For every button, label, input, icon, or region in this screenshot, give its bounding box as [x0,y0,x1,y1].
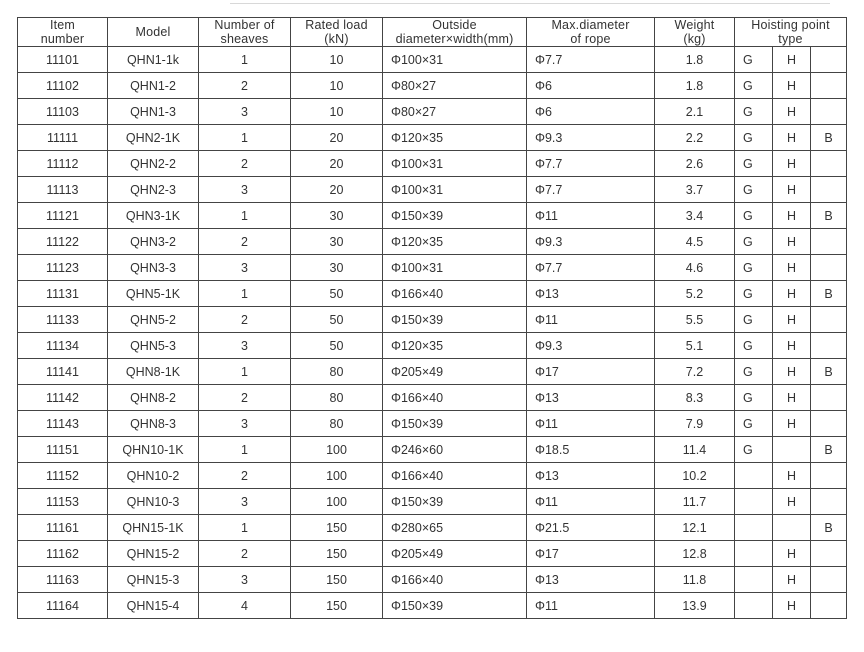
cell-hoist-b [811,463,847,489]
cell-sheaves: 1 [199,125,291,151]
header-sheaves: Number of sheaves [199,18,291,47]
cell-hoist-h: H [773,125,811,151]
cell-outside-diameter: Φ150×39 [383,489,527,515]
cell-weight: 5.5 [655,307,735,333]
cell-outside-diameter: Φ80×27 [383,73,527,99]
header-item-number: Item number [18,18,108,47]
cell-hoist-g: G [735,99,773,125]
cell-hoist-h: H [773,151,811,177]
cell-rope-diameter: Φ11 [527,489,655,515]
cell-weight: 2.2 [655,125,735,151]
cell-rated-load: 20 [291,177,383,203]
cell-hoist-b [811,229,847,255]
cell-hoist-b [811,593,847,619]
cell-outside-diameter: Φ280×65 [383,515,527,541]
cell-model: QHN10-1K [108,437,199,463]
cell-hoist-b: B [811,359,847,385]
cell-hoist-h: H [773,281,811,307]
cell-outside-diameter: Φ205×49 [383,359,527,385]
cell-rope-diameter: Φ7.7 [527,151,655,177]
cell-model: QHN3-3 [108,255,199,281]
cell-outside-diameter: Φ120×35 [383,125,527,151]
cell-model: QHN5-1K [108,281,199,307]
cell-outside-diameter: Φ166×40 [383,463,527,489]
cell-sheaves: 2 [199,385,291,411]
cell-model: QHN1-2 [108,73,199,99]
header-rope-diameter: Max.diameter of rope [527,18,655,47]
cell-item-number: 11101 [18,47,108,73]
cell-rated-load: 10 [291,73,383,99]
cell-hoist-b: B [811,125,847,151]
cell-item-number: 11134 [18,333,108,359]
cell-rope-diameter: Φ17 [527,541,655,567]
header-rated-load: Rated load (kN) [291,18,383,47]
cell-hoist-g: G [735,385,773,411]
cell-rated-load: 80 [291,359,383,385]
cell-weight: 7.9 [655,411,735,437]
cell-rated-load: 10 [291,99,383,125]
cell-rated-load: 150 [291,593,383,619]
cell-rated-load: 20 [291,151,383,177]
cell-item-number: 11121 [18,203,108,229]
cell-item-number: 11133 [18,307,108,333]
table-row [18,463,847,489]
cell-item-number: 11161 [18,515,108,541]
cell-rope-diameter: Φ11 [527,593,655,619]
cell-weight: 7.2 [655,359,735,385]
cell-hoist-h: H [773,229,811,255]
cell-rated-load: 20 [291,125,383,151]
cell-hoist-h: H [773,567,811,593]
table-row [18,593,847,619]
cell-hoist-g: G [735,203,773,229]
table-row [18,281,847,307]
table-row [18,203,847,229]
cell-hoist-b [811,333,847,359]
cell-model: QHN10-3 [108,489,199,515]
cell-hoist-g: G [735,151,773,177]
table-row [18,437,847,463]
cell-outside-diameter: Φ100×31 [383,177,527,203]
table-header [18,18,847,47]
cell-weight: 1.8 [655,73,735,99]
cell-model: QHN8-2 [108,385,199,411]
cell-sheaves: 1 [199,437,291,463]
cell-weight: 11.8 [655,567,735,593]
cell-rope-diameter: Φ17 [527,359,655,385]
table-row [18,229,847,255]
cell-rope-diameter: Φ13 [527,281,655,307]
cell-item-number: 11112 [18,151,108,177]
cell-hoist-h: H [773,385,811,411]
cell-hoist-b [811,99,847,125]
cell-weight: 11.4 [655,437,735,463]
cell-hoist-b [811,567,847,593]
cell-model: QHN10-2 [108,463,199,489]
cell-item-number: 11113 [18,177,108,203]
header-model: Model [108,18,199,47]
cell-sheaves: 4 [199,593,291,619]
cell-item-number: 11153 [18,489,108,515]
cell-hoist-b [811,47,847,73]
cell-hoist-b [811,73,847,99]
cell-hoist-h: H [773,463,811,489]
cell-rope-diameter: Φ9.3 [527,229,655,255]
table-row [18,255,847,281]
cell-hoist-h: H [773,307,811,333]
cell-hoist-b [811,411,847,437]
cell-hoist-g: G [735,255,773,281]
cell-sheaves: 3 [199,177,291,203]
cell-sheaves: 2 [199,307,291,333]
cell-rope-diameter: Φ13 [527,463,655,489]
cell-weight: 2.6 [655,151,735,177]
cell-model: QHN15-4 [108,593,199,619]
cell-weight: 5.1 [655,333,735,359]
cell-outside-diameter: Φ166×40 [383,567,527,593]
table-row [18,489,847,515]
table-row [18,125,847,151]
cell-outside-diameter: Φ150×39 [383,593,527,619]
cell-item-number: 11152 [18,463,108,489]
cell-hoist-h: H [773,203,811,229]
cell-model: QHN15-1K [108,515,199,541]
cell-rated-load: 80 [291,411,383,437]
cell-hoist-b [811,385,847,411]
cell-rope-diameter: Φ9.3 [527,125,655,151]
cell-outside-diameter: Φ205×49 [383,541,527,567]
cell-weight: 8.3 [655,385,735,411]
cell-hoist-g: G [735,333,773,359]
cell-rated-load: 30 [291,229,383,255]
cell-rated-load: 10 [291,47,383,73]
cell-hoist-h: H [773,489,811,515]
cell-rated-load: 50 [291,333,383,359]
cell-sheaves: 3 [199,333,291,359]
cell-rated-load: 50 [291,281,383,307]
cell-sheaves: 2 [199,73,291,99]
cell-rope-diameter: Φ6 [527,73,655,99]
cell-rated-load: 100 [291,489,383,515]
cell-hoist-g: G [735,47,773,73]
cell-model: QHN2-3 [108,177,199,203]
cell-weight: 12.1 [655,515,735,541]
cell-rope-diameter: Φ21.5 [527,515,655,541]
table-body [18,47,847,619]
cell-hoist-g [735,593,773,619]
cell-outside-diameter: Φ100×31 [383,255,527,281]
cell-hoist-h: H [773,593,811,619]
table-row [18,47,847,73]
cell-hoist-h [773,515,811,541]
cell-outside-diameter: Φ150×39 [383,307,527,333]
cell-hoist-b [811,307,847,333]
cell-hoist-b: B [811,437,847,463]
cell-hoist-b [811,177,847,203]
cell-weight: 4.6 [655,255,735,281]
table-row [18,567,847,593]
cell-hoist-g: G [735,359,773,385]
cell-model: QHN8-3 [108,411,199,437]
cell-model: QHN15-3 [108,567,199,593]
table-row [18,73,847,99]
cell-hoist-g: G [735,125,773,151]
cell-item-number: 11123 [18,255,108,281]
table-row [18,359,847,385]
cell-sheaves: 2 [199,541,291,567]
cell-weight: 2.1 [655,99,735,125]
cell-hoist-g: G [735,73,773,99]
cell-outside-diameter: Φ80×27 [383,99,527,125]
cell-rated-load: 100 [291,463,383,489]
cell-outside-diameter: Φ246×60 [383,437,527,463]
cell-hoist-b [811,255,847,281]
cell-outside-diameter: Φ166×40 [383,385,527,411]
cell-item-number: 11131 [18,281,108,307]
cell-hoist-h [773,437,811,463]
cell-outside-diameter: Φ150×39 [383,411,527,437]
cell-outside-diameter: Φ100×31 [383,151,527,177]
cell-rated-load: 50 [291,307,383,333]
cell-weight: 13.9 [655,593,735,619]
cell-rope-diameter: Φ13 [527,567,655,593]
table-row [18,99,847,125]
table-row [18,333,847,359]
table-row [18,307,847,333]
cell-hoist-b [811,151,847,177]
cell-item-number: 11143 [18,411,108,437]
table-row [18,177,847,203]
cell-rope-diameter: Φ13 [527,385,655,411]
cell-outside-diameter: Φ166×40 [383,281,527,307]
cell-hoist-h: H [773,333,811,359]
cell-hoist-g: G [735,177,773,203]
cell-model: QHN5-3 [108,333,199,359]
cell-hoist-g [735,489,773,515]
cell-sheaves: 1 [199,359,291,385]
cell-hoist-h: H [773,73,811,99]
cell-model: QHN2-1K [108,125,199,151]
cell-sheaves: 3 [199,411,291,437]
cell-rope-diameter: Φ11 [527,203,655,229]
cell-hoist-g: G [735,281,773,307]
cell-rated-load: 150 [291,541,383,567]
cell-sheaves: 3 [199,489,291,515]
cell-outside-diameter: Φ150×39 [383,203,527,229]
table-row [18,151,847,177]
cell-weight: 12.8 [655,541,735,567]
cell-item-number: 11103 [18,99,108,125]
cell-outside-diameter: Φ120×35 [383,333,527,359]
cell-weight: 3.7 [655,177,735,203]
cell-sheaves: 1 [199,47,291,73]
cell-hoist-g [735,515,773,541]
cell-item-number: 11122 [18,229,108,255]
cell-item-number: 11142 [18,385,108,411]
cell-rated-load: 100 [291,437,383,463]
cell-model: QHN3-1K [108,203,199,229]
cell-rope-diameter: Φ11 [527,411,655,437]
cell-model: QHN5-2 [108,307,199,333]
cell-item-number: 11102 [18,73,108,99]
cell-weight: 1.8 [655,47,735,73]
specification-table [17,17,847,619]
cell-sheaves: 1 [199,515,291,541]
cell-hoist-g: G [735,437,773,463]
cell-item-number: 11164 [18,593,108,619]
cell-hoist-h: H [773,411,811,437]
cell-model: QHN15-2 [108,541,199,567]
cell-model: QHN1-3 [108,99,199,125]
cell-rope-diameter: Φ7.7 [527,255,655,281]
cell-model: QHN1-1k [108,47,199,73]
cell-outside-diameter: Φ100×31 [383,47,527,73]
cell-hoist-b: B [811,515,847,541]
cell-hoist-g [735,541,773,567]
cell-rated-load: 80 [291,385,383,411]
cell-sheaves: 3 [199,567,291,593]
cell-model: QHN2-2 [108,151,199,177]
cell-hoist-b: B [811,281,847,307]
cell-hoist-b [811,541,847,567]
cell-rope-diameter: Φ18.5 [527,437,655,463]
cell-item-number: 11163 [18,567,108,593]
table-row [18,385,847,411]
cell-hoist-h: H [773,177,811,203]
cell-item-number: 11162 [18,541,108,567]
cell-sheaves: 3 [199,99,291,125]
cell-sheaves: 1 [199,203,291,229]
cell-rated-load: 150 [291,567,383,593]
cell-weight: 5.2 [655,281,735,307]
cell-hoist-h: H [773,47,811,73]
table-row [18,541,847,567]
cell-weight: 11.7 [655,489,735,515]
cell-rope-diameter: Φ7.7 [527,177,655,203]
table-row [18,411,847,437]
cell-sheaves: 1 [199,281,291,307]
cell-rated-load: 30 [291,203,383,229]
cell-hoist-g [735,463,773,489]
cell-item-number: 11151 [18,437,108,463]
cell-hoist-g [735,567,773,593]
cell-hoist-g: G [735,307,773,333]
cell-rope-diameter: Φ11 [527,307,655,333]
cell-item-number: 11111 [18,125,108,151]
cell-rope-diameter: Φ6 [527,99,655,125]
table-row [18,515,847,541]
cell-sheaves: 2 [199,229,291,255]
cell-sheaves: 2 [199,463,291,489]
cell-rated-load: 150 [291,515,383,541]
cell-weight: 10.2 [655,463,735,489]
cell-hoist-h: H [773,541,811,567]
header-outside-diameter: Outside diameter×width(mm) [383,18,527,47]
cell-weight: 4.5 [655,229,735,255]
cell-item-number: 11141 [18,359,108,385]
cell-hoist-b: B [811,203,847,229]
top-divider [230,3,830,4]
header-hoisting-point: Hoisting point type [735,18,847,47]
cell-model: QHN8-1K [108,359,199,385]
cell-rated-load: 30 [291,255,383,281]
cell-hoist-h: H [773,99,811,125]
cell-hoist-g: G [735,411,773,437]
header-weight: Weight (kg) [655,18,735,47]
cell-outside-diameter: Φ120×35 [383,229,527,255]
cell-weight: 3.4 [655,203,735,229]
cell-model: QHN3-2 [108,229,199,255]
cell-sheaves: 3 [199,255,291,281]
cell-hoist-h: H [773,359,811,385]
cell-hoist-b [811,489,847,515]
cell-rope-diameter: Φ9.3 [527,333,655,359]
cell-sheaves: 2 [199,151,291,177]
cell-hoist-g: G [735,229,773,255]
cell-hoist-h: H [773,255,811,281]
cell-rope-diameter: Φ7.7 [527,47,655,73]
header-row-1 [18,18,847,47]
